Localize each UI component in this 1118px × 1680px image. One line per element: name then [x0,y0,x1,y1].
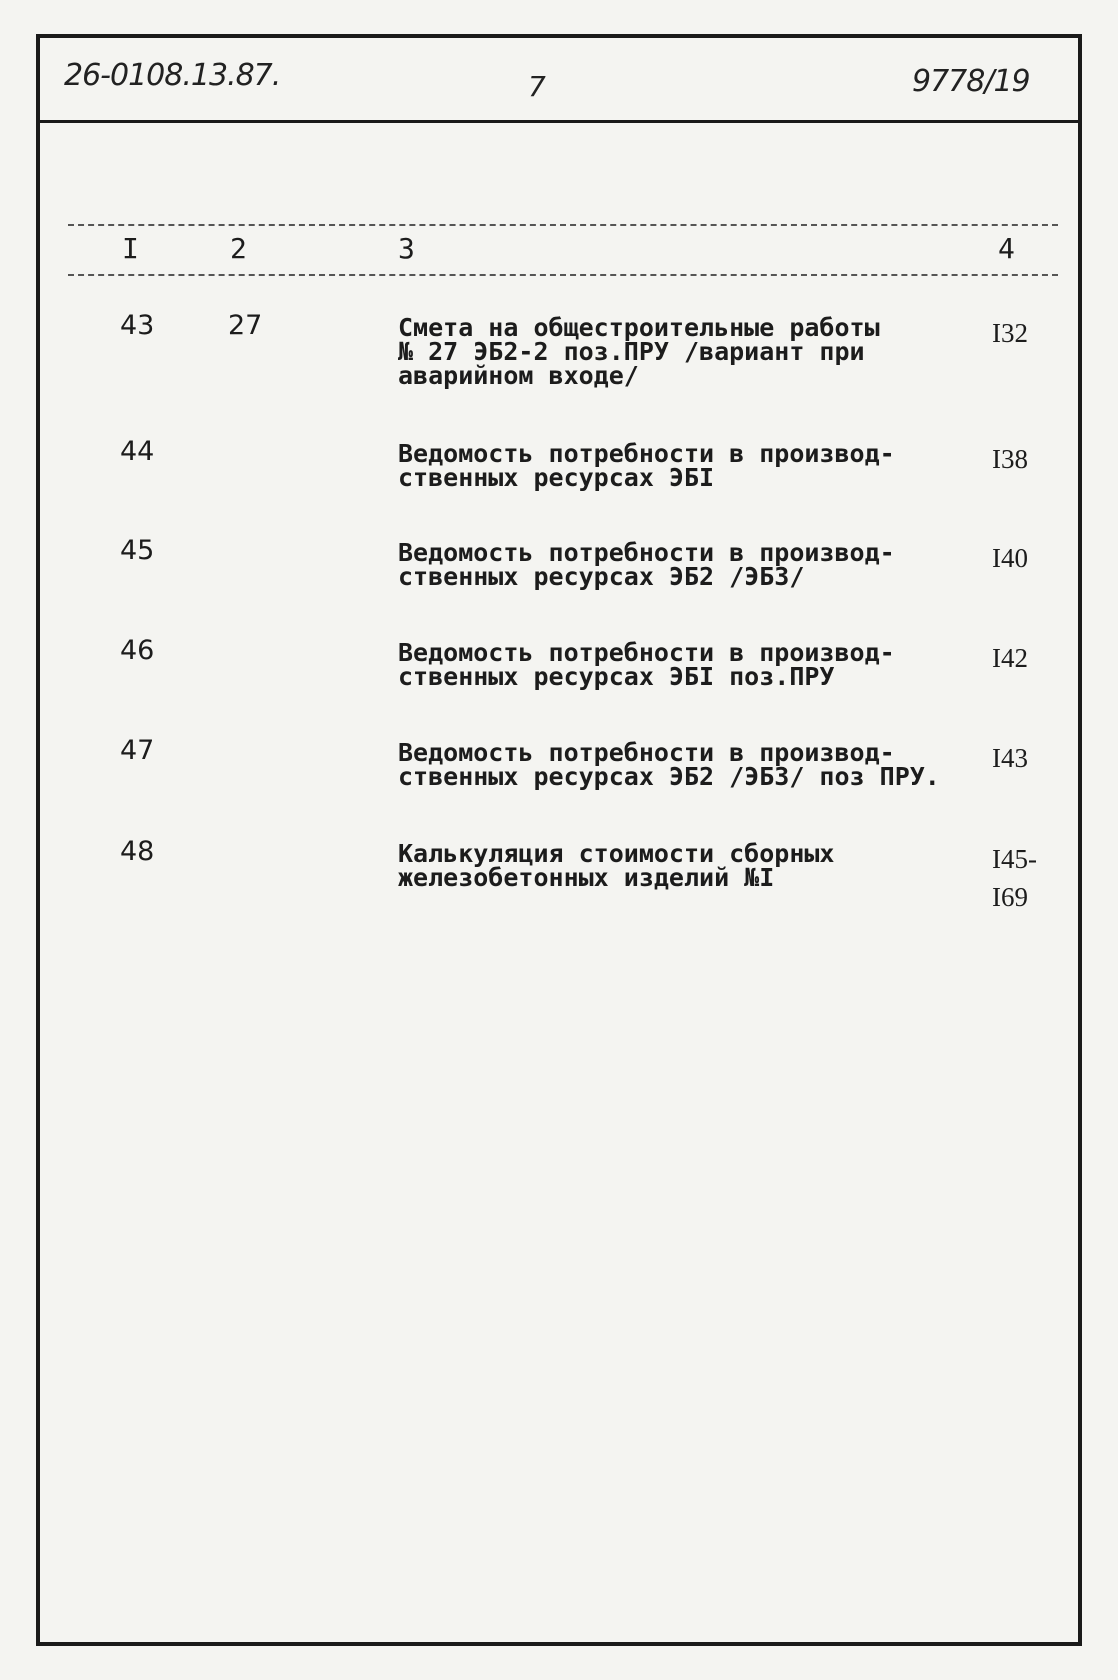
table-header-rule [68,274,1058,276]
sheet-number: 9778/19 [912,64,1030,99]
row-number: 44 [120,436,155,467]
row-page: I38 [992,444,1028,474]
column-header-3: 3 [398,232,415,265]
row-number: 43 [120,310,155,341]
row-reference: 27 [228,310,263,341]
row-page: I43 [992,743,1028,773]
row-description: Калькуляция стоимости сборных железобетонных изделий №I [398,839,835,892]
row-description: Ведомость потребности в производ- ственных ресурсах ЭБ2 /ЭБ3/ [398,538,895,591]
row-number: 47 [120,735,155,766]
column-header-2: 2 [230,232,247,265]
row-description: Ведомость потребности в производ- ственных ресурсах ЭБ2 /ЭБ3/ поз ПРУ. [398,738,940,791]
row-page: I42 [992,643,1028,673]
column-header-4: 4 [998,232,1015,265]
column-header-1: I [122,232,139,265]
row-page: I40 [992,543,1028,573]
header-divider [36,120,1082,123]
row-number: 48 [120,836,155,867]
row-number: 45 [120,535,155,566]
row-description: Ведомость потребности в производ- ственных ресурсах ЭБI [398,439,895,492]
row-number: 46 [120,635,155,666]
row-description: Смета на общестроительные работы № 27 ЭБ2-2 поз.ПРУ /вариант при аварийном входе/ [398,313,880,390]
row-description: Ведомость потребности в производ- ственных ресурсах ЭБI поз.ПРУ [398,638,895,691]
table-top-rule [68,224,1058,226]
row-page: I32 [992,318,1028,348]
page-number: 7 [528,70,545,103]
document-code: 26-0108.13.87. [64,58,281,93]
row-page: I45- I69 [992,844,1037,912]
